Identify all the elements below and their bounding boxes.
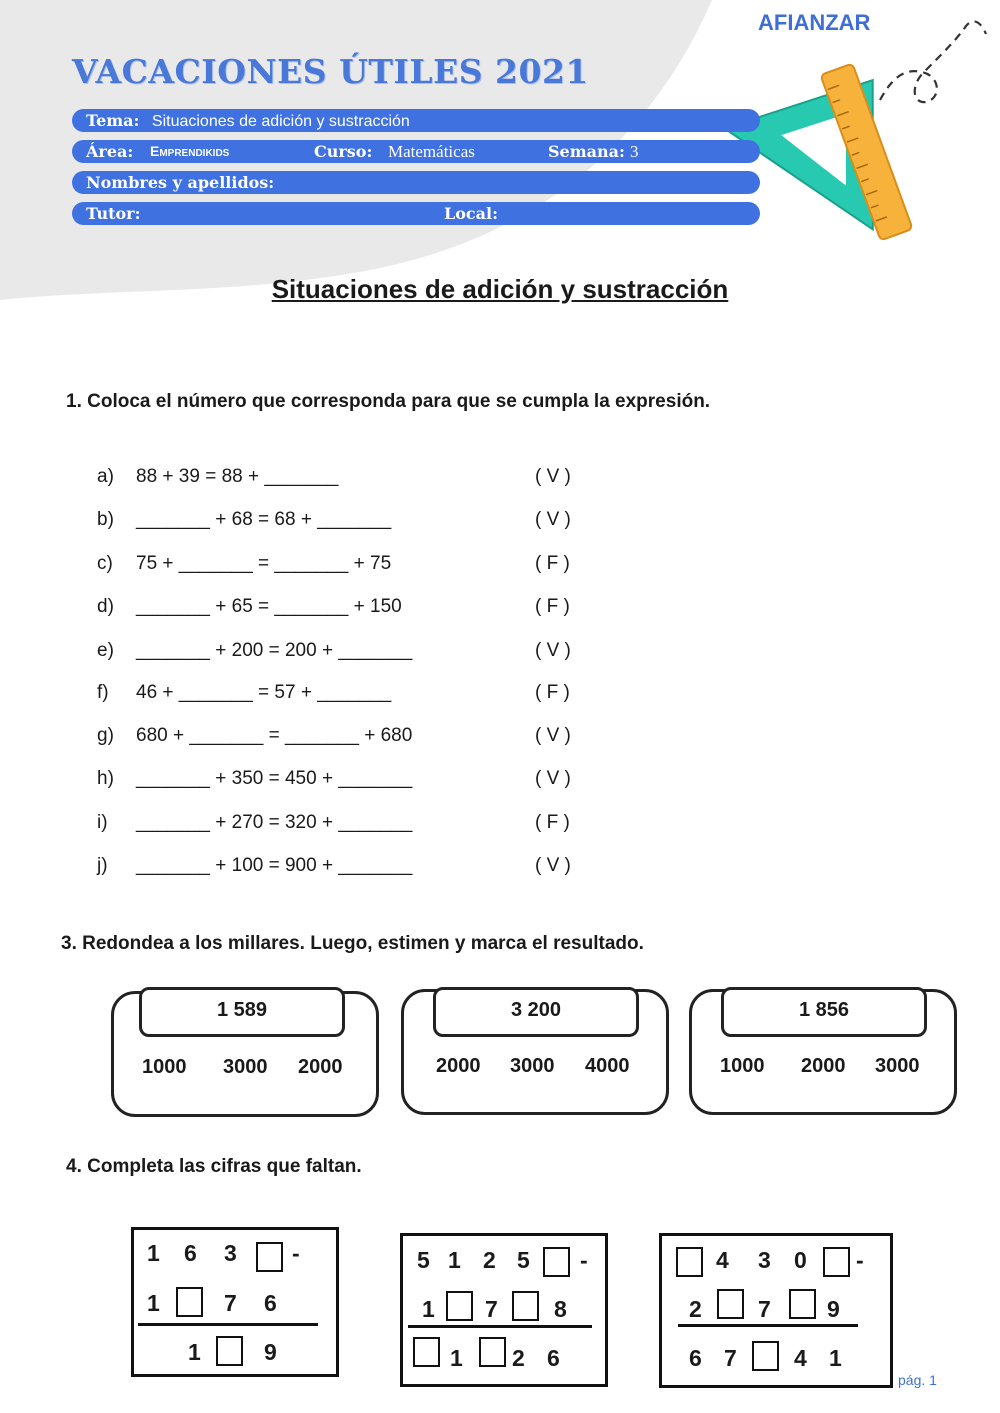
digit: 4: [716, 1247, 729, 1273]
tema-bar: [72, 109, 760, 132]
area-label: Área:: [86, 142, 134, 161]
rounding-option[interactable]: 3000: [510, 1055, 555, 1077]
result-line: [408, 1325, 592, 1328]
equation-expression[interactable]: _______ + 270 = 320 + _______: [136, 812, 413, 833]
digit: 8: [554, 1296, 567, 1322]
digit: 7: [485, 1296, 498, 1322]
true-false-mark: ( V ): [535, 466, 571, 487]
equation-expression[interactable]: 88 + 39 = 88 + _______: [136, 466, 339, 487]
equation-letter: h): [97, 768, 114, 789]
semana-value: 3: [630, 142, 639, 161]
area-bar: [72, 140, 760, 163]
true-false-mark: ( V ): [535, 768, 571, 789]
equation-letter: c): [97, 553, 113, 574]
local-label: Local:: [444, 204, 499, 223]
rounding-number-1: 1 589: [139, 987, 345, 1037]
equation-expression[interactable]: _______ + 100 = 900 + _______: [136, 855, 413, 876]
digit: 7: [224, 1290, 237, 1316]
missing-digit-box[interactable]: [717, 1289, 744, 1319]
digit: 5: [417, 1247, 430, 1273]
digit: 3: [758, 1247, 771, 1273]
equation-letter: b): [97, 509, 114, 530]
digit: 4: [794, 1345, 807, 1371]
equation-expression[interactable]: _______ + 350 = 450 + _______: [136, 768, 413, 789]
nombres-bar[interactable]: [72, 171, 760, 194]
rounding-option[interactable]: 1000: [142, 1056, 187, 1078]
equation-letter: a): [97, 466, 114, 487]
true-false-mark: ( F ): [535, 682, 570, 703]
equation-expression[interactable]: _______ + 68 = 68 + _______: [136, 509, 392, 530]
missing-digit-box[interactable]: [479, 1337, 506, 1367]
equation-letter: e): [97, 640, 114, 661]
digit: 5: [517, 1247, 530, 1273]
missing-digit-box[interactable]: [446, 1291, 473, 1321]
question-1-prompt: 1. Coloca el número que corresponda para que se cumpla la expresión.: [66, 391, 711, 412]
rounding-option[interactable]: 2000: [436, 1055, 481, 1077]
missing-digit-box[interactable]: [176, 1287, 203, 1317]
missing-digit-box[interactable]: [676, 1247, 703, 1277]
true-false-mark: ( V ): [535, 725, 571, 746]
digit: 1: [450, 1345, 463, 1371]
rounding-option[interactable]: 2000: [298, 1056, 343, 1078]
rounding-option[interactable]: 2000: [801, 1055, 846, 1077]
digit: 9: [827, 1296, 840, 1322]
tutor-bar[interactable]: [72, 202, 760, 225]
rounding-number-3: 1 856: [721, 987, 927, 1037]
digit: 1: [188, 1339, 201, 1365]
minus-sign: -: [580, 1247, 588, 1273]
rounding-option[interactable]: 1000: [720, 1055, 765, 1077]
tema-value: Situaciones de adición y sustracción: [151, 113, 410, 130]
equation-expression[interactable]: _______ + 200 = 200 + _______: [136, 640, 413, 661]
digit: 2: [483, 1247, 496, 1273]
true-false-mark: ( V ): [535, 640, 571, 661]
true-false-mark: ( F ): [535, 812, 570, 833]
rounding-option[interactable]: 3000: [875, 1055, 920, 1077]
equation-expression[interactable]: _______ + 65 = _______ + 150: [136, 596, 402, 617]
equation-expression[interactable]: 46 + _______ = 57 + _______: [136, 682, 392, 703]
true-false-mark: ( F ): [535, 596, 570, 617]
rounding-option[interactable]: 4000: [585, 1055, 630, 1077]
tutor-label: Tutor:: [86, 204, 141, 223]
result-line: [138, 1323, 318, 1326]
result-line: [678, 1324, 858, 1327]
true-false-mark: ( F ): [535, 553, 570, 574]
question-4-prompt: 4. Completa las cifras que faltan.: [66, 1156, 362, 1177]
equation-letter: f): [97, 682, 109, 703]
semana-label: Semana:: [548, 142, 625, 161]
equation-letter: i): [97, 812, 108, 833]
equation-expression[interactable]: 75 + _______ = _______ + 75: [136, 553, 392, 574]
curso-value: Matemáticas: [388, 142, 475, 161]
minus-sign: -: [856, 1247, 864, 1273]
equation-expression[interactable]: 680 + _______ = _______ + 680: [136, 725, 413, 746]
digit: 1: [448, 1247, 461, 1273]
digit: 6: [689, 1345, 702, 1371]
curso-label: Curso:: [314, 142, 373, 161]
equation-letter: g): [97, 725, 114, 746]
missing-digit-box[interactable]: [823, 1247, 850, 1277]
missing-digit-box[interactable]: [413, 1337, 440, 1367]
page-title: Situaciones de adición y sustracción: [271, 274, 729, 304]
true-false-mark: ( V ): [535, 509, 571, 530]
equation-letter: d): [97, 596, 114, 617]
digit: 3: [224, 1240, 237, 1266]
digit: 6: [547, 1345, 560, 1371]
afianzar-tag: AFIANZAR: [758, 10, 871, 35]
dashed-swirl-decoration: [870, 8, 990, 108]
digit: 2: [512, 1345, 525, 1371]
digit: 1: [422, 1296, 435, 1322]
equation-letter: j): [97, 855, 108, 876]
nombres-label: Nombres y apellidos:: [86, 173, 275, 192]
question-3-prompt: 3. Redondea a los millares. Luego, estimen y marca el resultado.: [61, 933, 644, 954]
digit: 0: [794, 1247, 807, 1273]
rounding-option[interactable]: 3000: [223, 1056, 268, 1078]
digit: 6: [264, 1290, 277, 1316]
digit: 7: [724, 1345, 737, 1371]
missing-digit-box[interactable]: [256, 1242, 283, 1272]
digit: 1: [147, 1240, 160, 1266]
digit: 6: [184, 1240, 197, 1266]
missing-digit-box[interactable]: [216, 1336, 243, 1366]
rounding-number-2: 3 200: [433, 987, 639, 1037]
minus-sign: -: [292, 1240, 300, 1266]
digit: 7: [758, 1296, 771, 1322]
missing-digit-box[interactable]: [789, 1289, 816, 1319]
digit: 2: [689, 1296, 702, 1322]
digit: 1: [147, 1290, 160, 1316]
missing-digit-box[interactable]: [543, 1247, 570, 1277]
missing-digit-box[interactable]: [512, 1291, 539, 1321]
tema-label: Tema:: [86, 111, 140, 130]
true-false-mark: ( V ): [535, 855, 571, 876]
page-number: pág. 1: [898, 1372, 937, 1388]
digit: 9: [264, 1339, 277, 1365]
missing-digit-box[interactable]: [752, 1341, 779, 1371]
area-value: Emprendikids: [150, 143, 230, 159]
digit: 1: [829, 1345, 842, 1371]
brand-title: VACACIONES ÚTILES 2021: [72, 52, 589, 91]
